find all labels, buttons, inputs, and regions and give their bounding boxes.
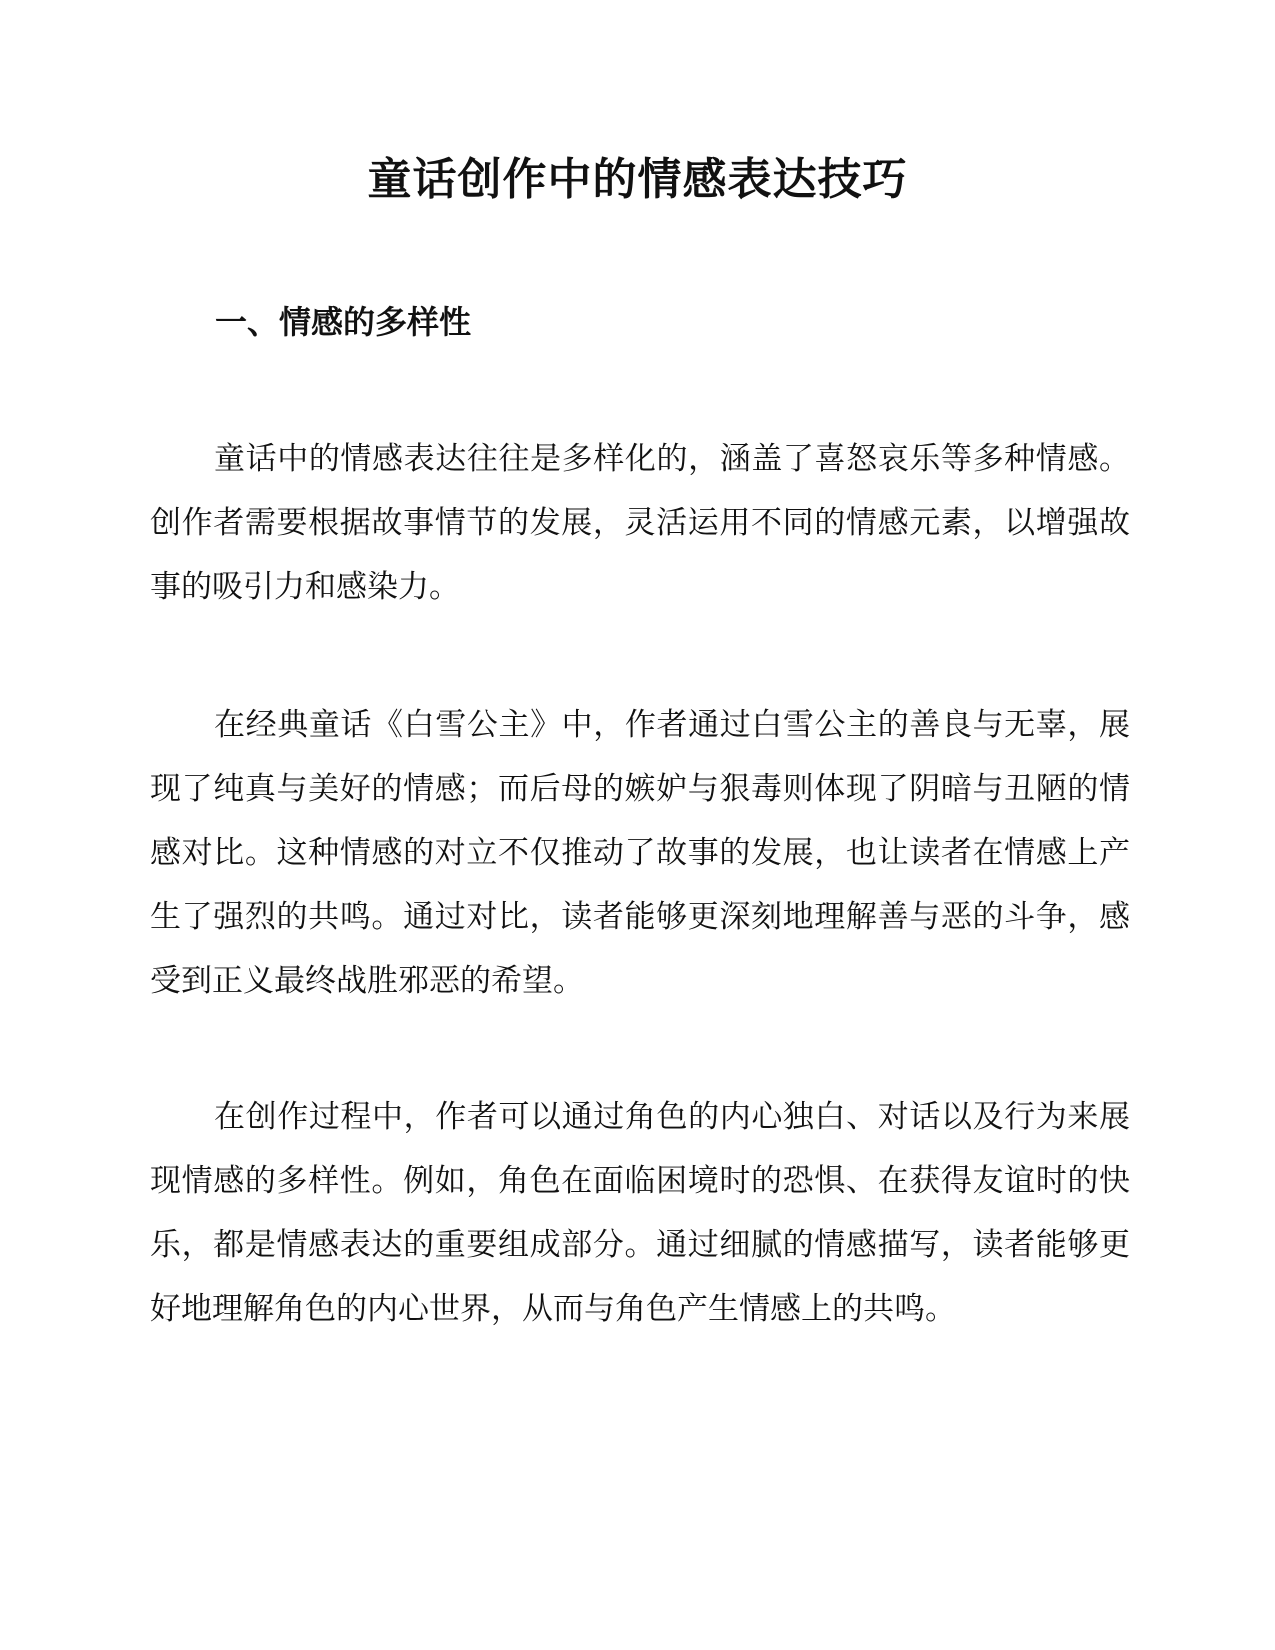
paragraph-1: 童话中的情感表达往往是多样化的，涵盖了喜怒哀乐等多种情感。创作者需要根据故事情节的发展，灵活运用不同的情感元素，以增强故事的吸引力和感染力。 bbox=[150, 441, 1130, 605]
section-heading: 一、情感的多样性 bbox=[215, 303, 472, 341]
document-title: 童话创作中的情感表达技巧 bbox=[367, 154, 908, 205]
paragraph-3: 在创作过程中，作者可以通过角色的内心独白、对话以及行为来展现情感的多样性。例如，角色在面临困境时的恐惧、在获得友谊时的快乐，都是情感表达的重要组成部分。通过细腻的情感描写，读者能够更好地理解角色的内心世界，从而与角色产生情感上的共鸣。 bbox=[150, 1099, 1130, 1327]
paragraph-2: 在经典童话《白雪公主》中，作者通过白雪公主的善良与无辜，展现了纯真与美好的情感；而后母的嫉妒与狠毒则体现了阴暗与丑陋的情感对比。这种情感的对立不仅推动了故事的发展，也让读者在情感上产生了强烈的共鸣。通过对比，读者能够更深刻地理解善与恶的斗争，感受到正义最终战胜邪恶的希望。 bbox=[150, 707, 1130, 999]
